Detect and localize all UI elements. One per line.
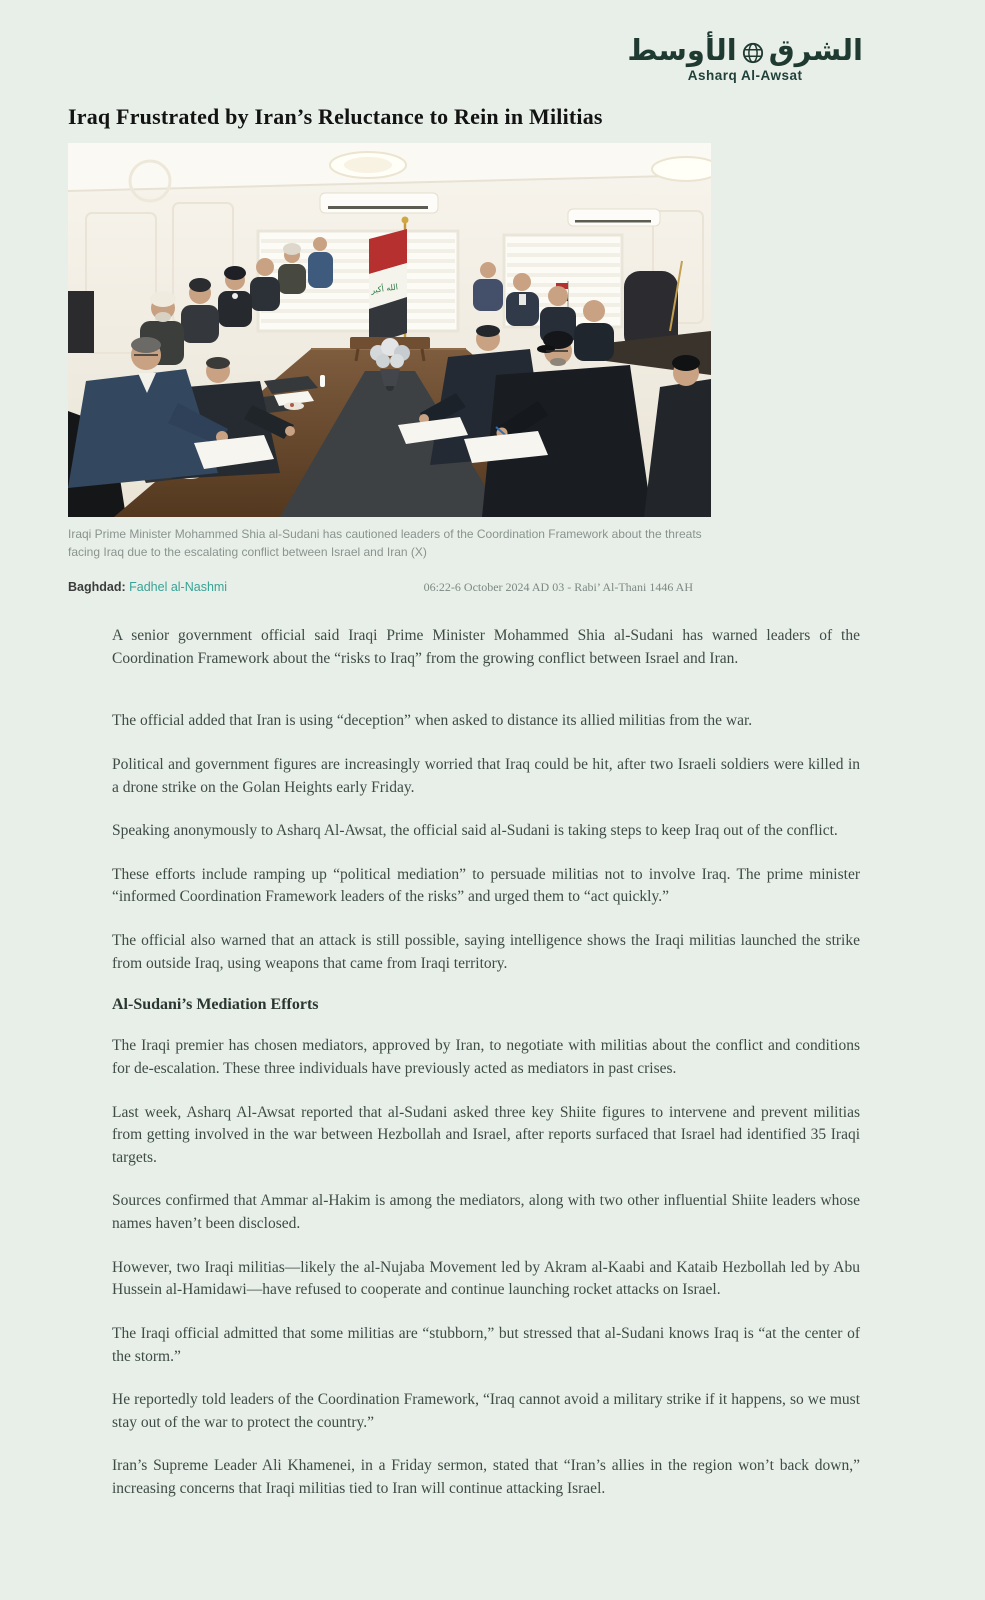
- paragraph: Sources confirmed that Ammar al-Hakim is among the mediators, along with two other influential Shiite leaders whose names haven’t been disclosed.: [112, 1192, 860, 1232]
- site-header: [627, 33, 863, 85]
- logo-arabic-word-2: الأوسط: [627, 33, 737, 67]
- globe-icon: [742, 40, 764, 62]
- byline: [68, 580, 227, 594]
- headline: Iraq Frustrated by Iran’s Reluctance to Rein in Militias: [68, 104, 603, 129]
- byline-author-link[interactable]: Fadhel al-Nashmi: [129, 580, 228, 594]
- article-content: [68, 104, 917, 1522]
- paragraph: The official added that Iran is using “deception” when asked to distance its allied militias from the war.: [112, 712, 753, 730]
- byline-row: [68, 580, 693, 595]
- byline-location: Baghdad:: [68, 580, 126, 594]
- wall-screen: [68, 291, 94, 353]
- section-subheading: Al-Sudani’s Mediation Efforts: [112, 996, 319, 1014]
- paragraph: Last week, Asharq Al-Awsat reported that al-Sudani asked three key Shiite figures to intervene and prevent militias from getting involved in the war between Hezbollah and Israel, after reports surfaced that Israel had identified 35 Iraqi targets.: [112, 1103, 860, 1166]
- paragraph: These efforts include ramping up “political mediation” to persuade militias not to involve Iraq. The prime minister “informed Coordination Framework leaders of the risks” and urged them to “act quickly.”: [112, 865, 860, 906]
- paragraph: However, two Iraqi militias—likely the al-Nujaba Movement led by Akram al-Kaabi and Kataib Hezbollah led by Abu Hussein al-Hamidawi—have refused to cooperate and continue launching rocket attacks on Israel.: [112, 1258, 860, 1299]
- paragraph: A senior government official said Iraqi Prime Minister Mohammed Shia al-Sudani has warned leaders of the Coordination Framework about the “risks to Iraq” from the growing conflict between Israel and Iran.: [112, 627, 860, 667]
- paragraph: The official also warned that an attack is still possible, saying intelligence shows the Iraqi militias launched the strike from outside Iraq, using weapons that came from Iraqi territory.: [112, 932, 860, 972]
- paragraph: The Iraqi premier has chosen mediators, approved by Iran, to negotiate with militias about the conflict and conditions for de-escalation. These three individuals have previously acted as mediators in past crises.: [112, 1037, 860, 1077]
- asharq-alawsat-logo[interactable]: [627, 33, 863, 83]
- article-body: [112, 625, 860, 1501]
- meeting-room-illustration: [68, 143, 711, 517]
- logo-arabic-word-1: الشرق: [768, 33, 863, 67]
- paragraph: He reportedly told leaders of the Coordination Framework, “Iraq cannot avoid a military strike if it happens, so we must stay out of the war to protect the country.”: [112, 1391, 860, 1431]
- paragraph: The Iraqi official admitted that some militias are “stubborn,” but stressed that al-Sudani knows Iraq is “at the center of the storm.”: [112, 1324, 860, 1365]
- paragraph: Iran’s Supreme Leader Ali Khamenei, in a Friday sermon, stated that “Iran’s allies in the region won’t back down,” increasing concerns that Iraqi militias tied to Iran will continue attacking Israel.: [112, 1457, 860, 1497]
- logo-arabic: [627, 33, 863, 67]
- paragraph: Political and government figures are increasingly worried that Iraq could be hit, after two Israeli soldiers were killed in a drone strike on the Golan Heights early Friday.: [112, 755, 860, 796]
- image-caption: Iraqi Prime Minister Mohammed Shia al-Sudani has cautioned leaders of the Coordination Framework about the threats facing Iraq due to the escalating conflict between Israel and Iran (X): [68, 527, 702, 559]
- article-timestamp: 06:22-6 October 2024 AD 03 - Rabi’ Al-Thani 1446 AH: [423, 580, 693, 594]
- paragraph: Speaking anonymously to Asharq Al-Awsat, the official said al-Sudani is taking steps to keep Iraq out of the conflict.: [112, 822, 838, 840]
- logo-english: Asharq Al-Awsat: [687, 68, 803, 83]
- article-photo: [68, 143, 711, 517]
- svg-text:الله أكبر: الله أكبر: [370, 282, 399, 296]
